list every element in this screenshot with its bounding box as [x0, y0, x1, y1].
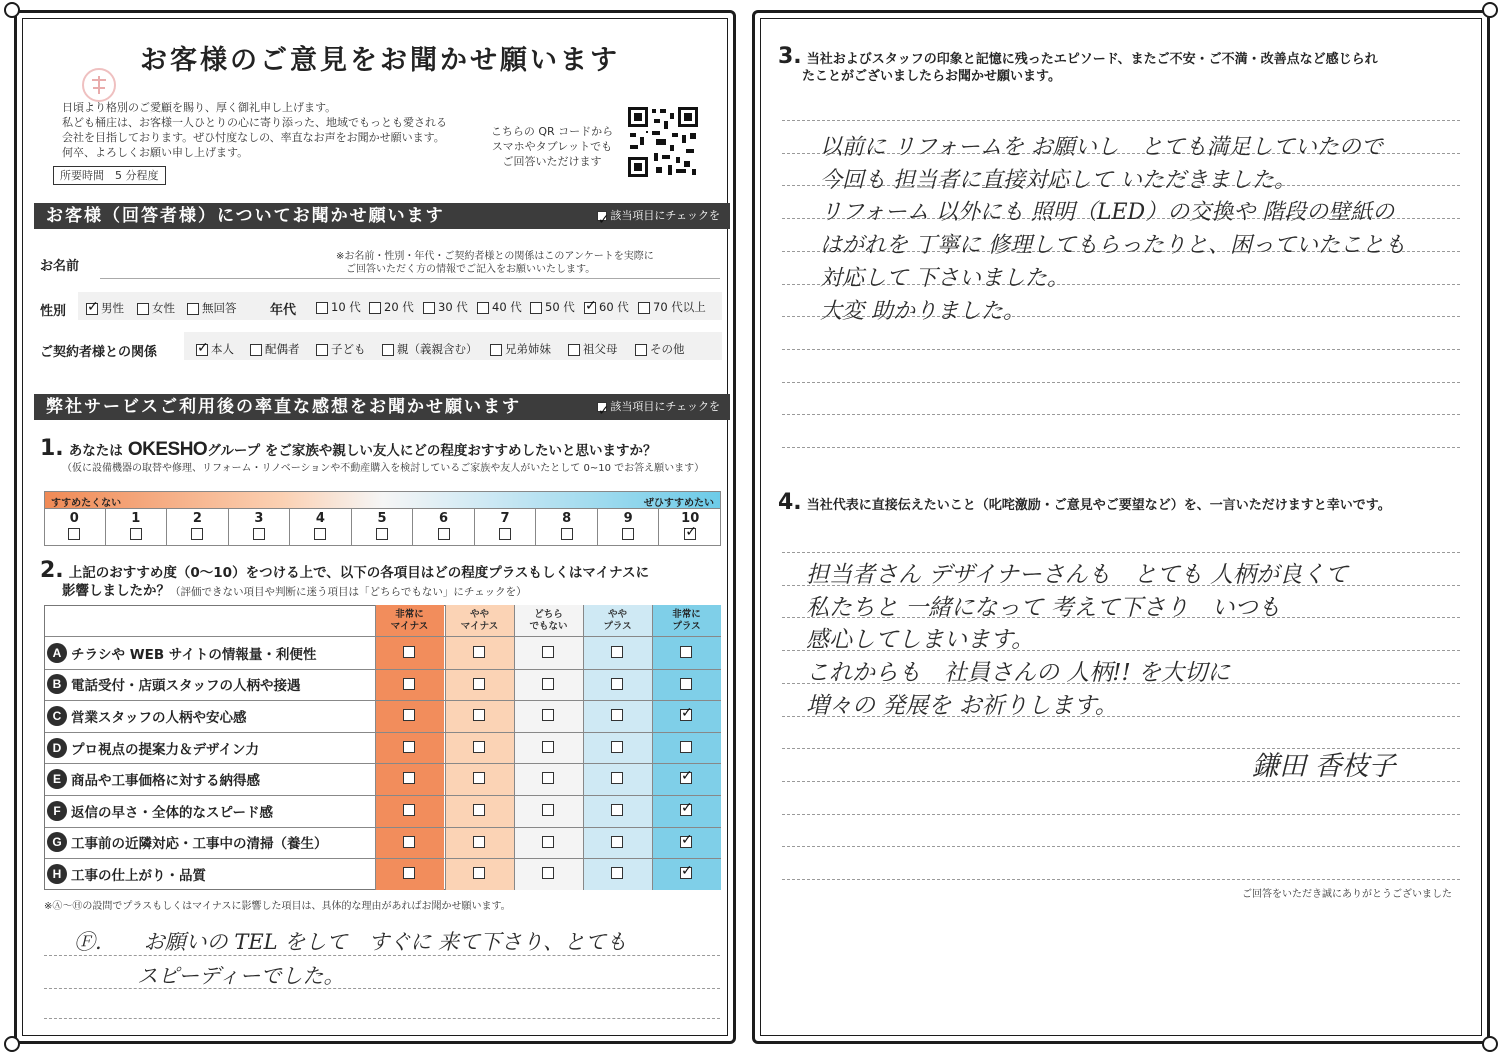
item-letter-badge: D — [47, 738, 67, 758]
checkbox[interactable] — [584, 302, 596, 314]
q3-handwritten-answer-line: 大変 助かりました。 — [820, 298, 1025, 324]
age-option[interactable]: 10 代 — [316, 299, 361, 315]
checkbox[interactable] — [423, 302, 435, 314]
checkbox[interactable] — [250, 344, 262, 356]
rating-checkbox[interactable] — [403, 804, 415, 816]
checkbox[interactable] — [622, 528, 634, 540]
grid-column-header: どちら でもない — [529, 609, 568, 632]
rating-checkbox[interactable] — [680, 709, 692, 721]
nps-option-10[interactable]: 10 ✓ — [659, 509, 721, 546]
gender-option[interactable]: ✓ 男性 — [86, 300, 124, 316]
checkbox[interactable] — [499, 528, 511, 540]
writing-line — [782, 382, 1460, 383]
grid-column-header: やや プラス — [603, 609, 632, 632]
rating-checkbox[interactable] — [542, 741, 554, 753]
rating-checkbox[interactable] — [473, 678, 485, 690]
q4-handwritten-answer-line: 増々の 発展を お祈りします。 — [806, 692, 1118, 719]
checkbox[interactable] — [568, 344, 580, 356]
nps-option-0[interactable]: 0 — [44, 509, 106, 546]
rating-checkbox[interactable] — [611, 741, 623, 753]
q4-question: 4. 当社代表に直接伝えたいこと（叱咤激励・ご意見やご要望など）を、一言いただけますと幸いです。 — [778, 490, 1391, 515]
checkbox[interactable] — [130, 528, 142, 540]
rating-checkbox[interactable] — [680, 867, 692, 879]
checkbox[interactable] — [561, 528, 573, 540]
item-letter-badge: F — [47, 801, 67, 821]
checkbox[interactable] — [191, 528, 203, 540]
service-section-heading: 弊社サービスご利用後の率直な感想をお聞かせ願います ✓ 該当項目にチェックを — [34, 394, 730, 420]
relation-option[interactable]: 兄弟姉妹 — [490, 341, 551, 357]
nps-option-9[interactable]: 9 — [598, 509, 660, 546]
name-underline — [100, 278, 720, 279]
rating-checkbox[interactable] — [611, 836, 623, 848]
grid-column-header: やや マイナス — [460, 609, 499, 632]
rating-checkbox[interactable] — [542, 709, 554, 721]
rating-checkbox[interactable] — [611, 709, 623, 721]
gender-option[interactable]: 無回答 — [187, 300, 237, 316]
age-option[interactable]: 40 代 — [477, 299, 522, 315]
rating-checkbox[interactable] — [473, 772, 485, 784]
rating-checkbox[interactable] — [473, 804, 485, 816]
checkbox[interactable] — [316, 344, 328, 356]
rating-checkbox[interactable] — [680, 836, 692, 848]
corner-ornament — [4, 2, 20, 18]
checkbox[interactable] — [382, 344, 394, 356]
q4-handwritten-answer-line: 感心してしまいます。 — [806, 627, 1035, 654]
rating-checkbox[interactable] — [403, 772, 415, 784]
respondent-signature: 鎌田 香枝子 — [1252, 751, 1396, 782]
rating-checkbox[interactable] — [542, 804, 554, 816]
rating-checkbox[interactable] — [473, 867, 485, 879]
relation-option[interactable]: 親（義親含む） — [382, 341, 478, 357]
gender-option[interactable]: 女性 — [137, 300, 175, 316]
nps-option-6[interactable]: 6 — [413, 509, 475, 546]
grid-row-label: G 工事前の近隣対応・工事中の清掃（養生） — [47, 827, 328, 859]
company-seal-stamp — [82, 68, 116, 102]
corner-ornament — [1482, 1036, 1498, 1052]
brand-logo: OKESHO — [127, 439, 208, 460]
rating-checkbox[interactable] — [403, 741, 415, 753]
nps-low-label: すすめたくない — [51, 498, 122, 509]
writing-line — [782, 447, 1460, 448]
name-label: お名前 — [40, 259, 80, 274]
q3-handwritten-answer-line: はがれを 丁寧に 修理してもらったりと、困っていたことも — [820, 233, 1406, 259]
rating-checkbox[interactable] — [680, 741, 692, 753]
corner-ornament — [1482, 2, 1498, 18]
writing-line — [782, 349, 1460, 350]
rating-checkbox[interactable] — [680, 646, 692, 658]
relation-option[interactable]: 配偶者 — [250, 341, 300, 357]
rating-checkbox[interactable] — [473, 836, 485, 848]
item-letter-badge: E — [47, 769, 67, 789]
item-letter-badge: C — [47, 706, 67, 726]
q2-question: 2. 上記のおすすめ度（0～10）をつける上で、以下の各項目はどの程度プラスもしくはマイナスに 影響しましたか？（評価できない項目や判断に迷う項目は「どちらでもない」にチェックを） — [40, 558, 650, 599]
checkbox[interactable] — [314, 528, 326, 540]
q2-handwritten-answer-line-2: スピーディーでした。 — [74, 964, 345, 988]
relation-option[interactable]: 子ども — [316, 341, 366, 357]
rating-checkbox[interactable] — [403, 867, 415, 879]
grid-row-label: D プロ視点の提案力＆デザイン力 — [47, 732, 259, 764]
rating-checkbox[interactable] — [473, 741, 485, 753]
checkbox[interactable] — [86, 303, 98, 315]
corner-ornament — [4, 1036, 20, 1052]
relation-label: ご契約者様との関係 — [40, 345, 158, 360]
q4-handwritten-answer-line: 担当者さん デザイナーさんも とても 人柄が良くて — [806, 562, 1349, 588]
checkbox-icon — [597, 402, 607, 412]
grid-row-label: B 電話受付・店頭スタッフの人柄や接遇 — [47, 669, 301, 701]
item-letter-badge: H — [47, 864, 67, 884]
q3-question: 3. 当社およびスタッフの印象と記憶に残ったエピソード、またご不安・ご不満・改善点など感じられ たことがございましたらお聞かせ願います。 — [778, 44, 1378, 84]
greeting-text: 日頃より格別のご愛顧を賜り、厚く御礼申し上げます。 私ども桶庄は、お客様一人ひとりの心に寄り添った、地域でもっとも愛される 会社を目指しております。ぜひ忖度なしの、率直なお声をお聞かせ願います。 何卒、よろしくお願い申し上げます。 — [62, 101, 447, 159]
time-required-box: 所要時間 5 分程度 — [53, 166, 166, 185]
writing-line — [782, 814, 1460, 815]
relation-option[interactable]: ✓ 本人 — [196, 341, 234, 357]
grid-row-label: C 営業スタッフの人柄や安心感 — [47, 700, 247, 732]
rating-checkbox[interactable] — [403, 836, 415, 848]
age-option[interactable]: 70 代以上 — [638, 299, 706, 315]
q1-question: 1. あなたは OKESHOグループ をご家族や親しい友人にどの程度おすすめしたいと思いますか？ — [40, 436, 657, 461]
writing-line — [782, 879, 1460, 880]
nps-option-7[interactable]: 7 — [475, 509, 537, 546]
age-option[interactable]: 50 代 — [530, 299, 575, 315]
rating-checkbox[interactable] — [403, 709, 415, 721]
writing-line — [782, 414, 1460, 415]
q4-handwritten-answer-line: 私たちと 一緒になって 考えて下さり いつも — [806, 594, 1281, 621]
rating-checkbox[interactable] — [611, 804, 623, 816]
rating-checkbox[interactable] — [542, 836, 554, 848]
nps-option-2[interactable]: 2 — [167, 509, 229, 546]
rating-checkbox[interactable] — [611, 646, 623, 658]
nps-high-label: ぜひすすめたい — [643, 498, 714, 509]
privacy-note: ※お名前・性別・年代・ご契約者様との関係はこのアンケートを実際に ご回答いただく方の情報でご記入をお願いいたします。 — [336, 251, 654, 275]
q3-handwritten-answer-line: リフォーム 以外にも 照明（LED）の交換や 階段の壁紙の — [820, 200, 1395, 226]
nps-option-4[interactable]: 4 — [290, 509, 352, 546]
grid-row-label: F 返信の早さ・全体的なスピード感 — [47, 795, 273, 827]
item-letter-badge: G — [47, 832, 67, 852]
item-letter-badge: B — [47, 674, 67, 694]
checkbox[interactable] — [316, 302, 328, 314]
nps-option-3[interactable]: 3 — [229, 509, 291, 546]
age-option[interactable]: 20 代 — [369, 299, 414, 315]
writing-line — [782, 552, 1460, 553]
thank-you-note: ご回答をいただき誠にありがとうございました — [1242, 889, 1452, 900]
qr-code-icon — [626, 105, 700, 179]
rating-checkbox[interactable] — [542, 678, 554, 690]
checkbox[interactable] — [68, 528, 80, 540]
rating-checkbox[interactable] — [680, 772, 692, 784]
grid-column-header: 非常に マイナス — [390, 609, 429, 632]
rating-checkbox[interactable] — [611, 772, 623, 784]
checkbox[interactable] — [530, 302, 542, 314]
q2-handwritten-answer-line-1: Ⓕ. お願いの TEL をして すぐに 来て下さり、とても — [74, 930, 627, 954]
q3-handwritten-answer-line: 対応して 下さいました。 — [820, 265, 1069, 291]
rating-checkbox[interactable] — [542, 772, 554, 784]
qr-code[interactable] — [626, 105, 700, 179]
checkbox[interactable] — [253, 528, 265, 540]
rating-checkbox[interactable] — [473, 709, 485, 721]
writing-line — [44, 1018, 720, 1019]
gender-label: 性別 — [40, 304, 67, 319]
rating-checkbox[interactable] — [542, 646, 554, 658]
checkbox[interactable] — [477, 302, 489, 314]
q4-handwritten-answer-line: これからも 社員さんの 人柄!! を大切に — [806, 660, 1231, 687]
rating-checkbox[interactable] — [680, 804, 692, 816]
page-title: お客様のご意見をお聞かせ願います — [140, 45, 620, 76]
checkbox[interactable] — [684, 528, 696, 540]
writing-line — [782, 846, 1460, 847]
nps-scale-bar — [44, 491, 721, 509]
rating-checkbox[interactable] — [403, 646, 415, 658]
rating-checkbox[interactable] — [473, 646, 485, 658]
writing-line — [782, 120, 1460, 121]
grid-row-label: A チラシや WEB サイトの情報量・利便性 — [47, 637, 316, 669]
grid-column-header: 非常に プラス — [672, 609, 701, 632]
checkbox[interactable] — [635, 344, 647, 356]
q3-handwritten-answer-line: 今回も 担当者に直接対応して いただきました。 — [820, 167, 1296, 193]
relation-option[interactable]: 祖父母 — [568, 341, 618, 357]
nps-option-1[interactable]: 1 — [106, 509, 168, 546]
rating-checkbox[interactable] — [680, 678, 692, 690]
checkbox[interactable] — [369, 302, 381, 314]
nps-option-8[interactable]: 8 — [536, 509, 598, 546]
checkbox[interactable] — [187, 303, 199, 315]
age-label: 年代 — [270, 303, 297, 318]
rating-checkbox[interactable] — [403, 678, 415, 690]
qr-instructions: こちらの QR コードから スマホやタブレットでも ご回答いただけます — [490, 125, 614, 168]
checkbox[interactable] — [490, 344, 502, 356]
q1-subtext: （仮に設備機器の取替や修理、リフォーム・リノベーションや不動産購入を検討しているご家族や友人がいたとして 0~10 でお答え願います） — [62, 463, 705, 474]
rating-checkbox[interactable] — [611, 678, 623, 690]
rating-checkbox[interactable] — [542, 867, 554, 879]
grid-row-label: E 商品や工事価格に対する納得感 — [47, 763, 260, 795]
checkbox[interactable] — [438, 528, 450, 540]
q2-note: ※Ⓐ～Ⓗの設問でプラスもしくはマイナスに影響した項目は、具体的な理由があればお聞かせ願います。 — [44, 901, 511, 912]
checkbox-icon — [597, 211, 607, 221]
age-option[interactable]: ✓ 60 代 — [584, 299, 629, 315]
relation-option[interactable]: その他 — [635, 341, 685, 357]
nps-option-5[interactable]: 5 — [352, 509, 414, 546]
grid-row-label: H 工事の仕上がり・品質 — [47, 858, 206, 890]
checkbox[interactable] — [196, 344, 208, 356]
rating-checkbox[interactable] — [611, 867, 623, 879]
checkbox[interactable] — [376, 528, 388, 540]
age-option[interactable]: 30 代 — [423, 299, 468, 315]
item-letter-badge: A — [47, 643, 67, 663]
seal-icon — [84, 70, 114, 100]
q3-handwritten-answer-line: 以前に リフォームを お願いし とても満足していたので — [820, 135, 1383, 160]
customer-section-heading: お客様（回答者様）についてお聞かせ願います ✓ 該当項目にチェックを — [34, 203, 730, 229]
checkbox[interactable] — [137, 303, 149, 315]
checkbox[interactable] — [638, 302, 650, 314]
